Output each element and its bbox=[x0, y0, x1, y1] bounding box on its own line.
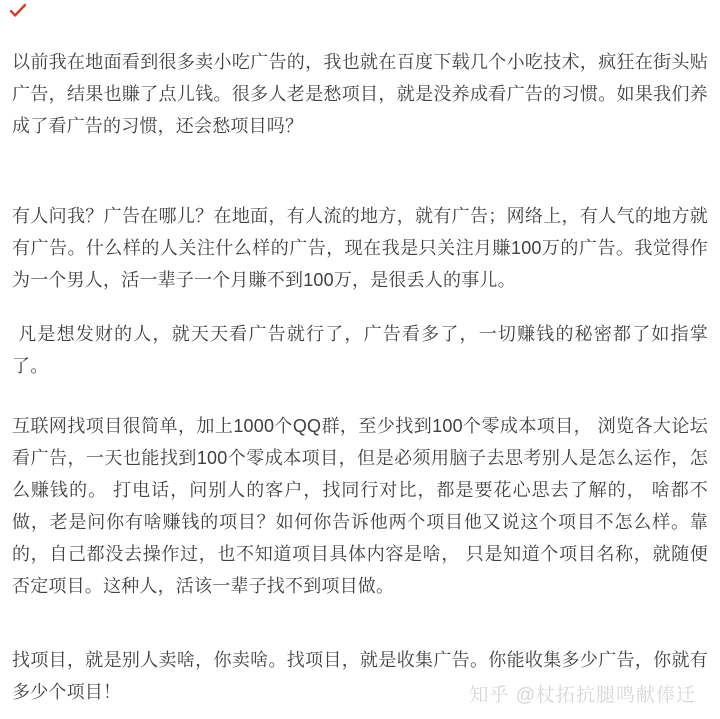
paragraph-4: 互联网找项目很简单，加上1000个QQ群，至少找到100个零成本项目， 浏览各大论坛看广告，一天也能找到100个零成本项目，但是必须用脑子去思考别人是怎么运作，怎么赚钱的。 打电话，问别人的客户，找同行对比，都是要花心思去了解的， 啥都不做，老是问你有啥赚钱的项目？如何你告诉他两个项目他又说这个项目不怎么样。靠的，自己都没去操作过，也不知道项目具体内容是啥， 只是知道个项目名称，就随便否定项目。这种人，活该一辈子找不到项目做。 bbox=[12, 416, 708, 596]
paragraph-5: 找项目，就是别人卖啥，你卖啥。找项目，就是收集广告。你能收集多少广告，你就有多少个项目！ bbox=[12, 650, 708, 702]
article-body bbox=[12, 0, 708, 708]
zhihu-watermark bbox=[469, 685, 696, 707]
paragraph-3: 凡是想发财的人，就天天看广告就行了，广告看多了，一切赚钱的秘密都了如指掌了。 bbox=[12, 324, 709, 376]
paragraph-2: 有人问我？广告在哪儿？在地面，有人流的地方，就有广告；网络上，有人气的地方就有广告。什么样的人关注什么样的广告，现在我是只关注月賺100万的广告。我觉得作为一个男人，活一辈子一个月賺不到100万，是很丢人的事儿。 bbox=[12, 206, 708, 290]
paragraph-1: 以前我在地面看到很多卖小吃广告的，我也就在百度下载几个小吃技术，疯狂在街头贴广告，结果也賺了点儿钱。很多人老是愁项目，就是没养成看广告的习惯。如果我们养成了看广告的习惯，还会愁项目吗？ bbox=[12, 52, 708, 136]
watermark-text: 知乎 @杖拓抗腿鸣献俸迁 bbox=[469, 685, 696, 706]
